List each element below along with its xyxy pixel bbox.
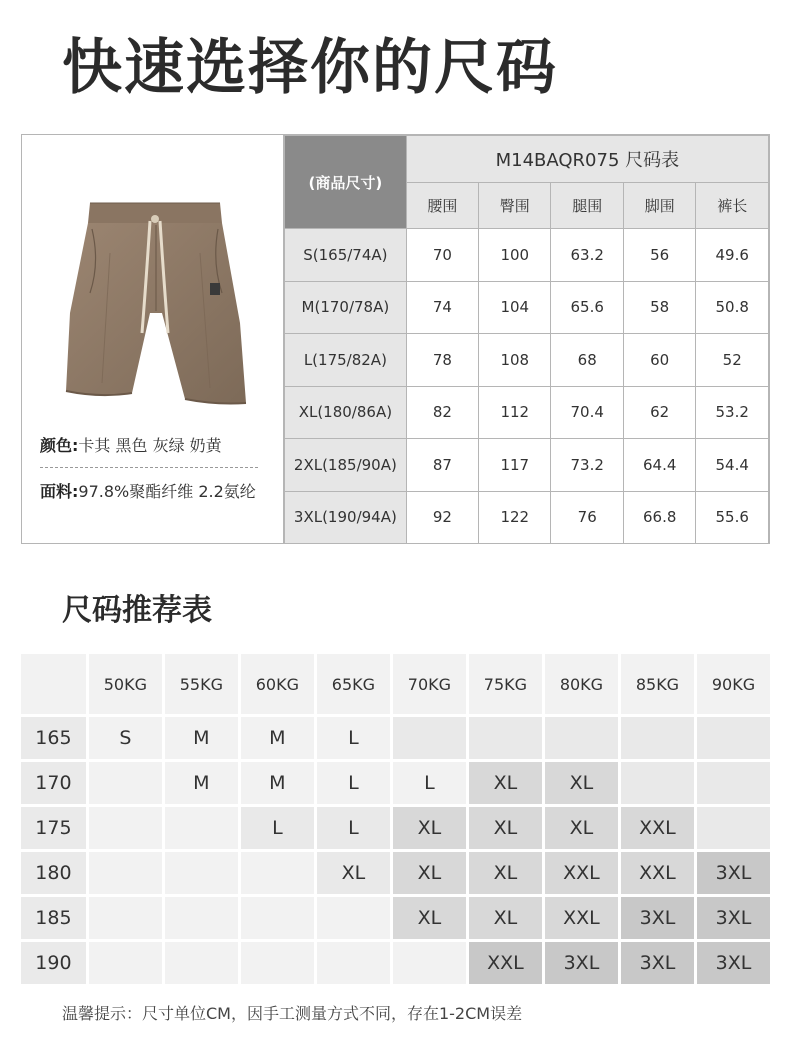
weight-header: 85KG [621,654,694,714]
height-row [21,807,770,852]
recommended-size-cell: XL [469,852,542,894]
recommended-size-cell: L [317,717,390,759]
height-label: 180 [21,852,86,894]
recommended-size-cell: XL [393,897,466,939]
height-row [21,897,770,942]
recommended-size-cell: L [317,807,390,849]
recommended-size-cell: XXL [469,942,542,984]
measurement-cell: 87 [406,439,478,492]
shorts-image [50,193,260,433]
recommended-size-cell [89,762,162,804]
measurement-note: 温馨提示：尺寸单位CM，因手工测量方式不同，存在1-2CM误差 [62,1004,523,1023]
material-label: 面料: [40,482,79,501]
measurement-cell: 78 [406,334,478,387]
table-row [285,334,769,387]
recommended-size-cell: XXL [545,897,618,939]
measurement-cell: 62 [623,386,695,439]
recommended-size-cell: S [89,717,162,759]
size-column-header: (商品尺寸) [285,136,407,229]
measurement-cell: 82 [406,386,478,439]
recommended-size-cell [165,897,238,939]
measurement-cell: 68 [551,334,623,387]
table-row [285,439,769,492]
column-header: 腰围 [406,183,478,229]
recommended-size-cell [89,807,162,849]
recommended-size-cell: XL [469,762,542,804]
column-header: 裤长 [696,183,769,229]
column-header: 臀围 [479,183,551,229]
measurement-cell: 52 [696,334,769,387]
measurement-cell: 70.4 [551,386,623,439]
color-spec [40,433,276,459]
recommended-size-cell: L [393,762,466,804]
measurement-cell: 108 [479,334,551,387]
recommended-size-cell: 3XL [545,942,618,984]
measurement-cell: 117 [479,439,551,492]
recommended-size-cell: L [317,762,390,804]
recommended-size-cell: XL [545,807,618,849]
recommended-size-cell [545,717,618,759]
recommended-size-cell: M [241,762,314,804]
measurement-cell: 50.8 [696,281,769,334]
table-row [285,386,769,439]
recommended-size-cell [241,897,314,939]
measurement-cell: 60 [623,334,695,387]
recommended-size-cell: XL [393,852,466,894]
height-label: 170 [21,762,86,804]
weight-header: 75KG [469,654,542,714]
color-label: 颜色: [40,436,79,455]
weight-header: 70KG [393,654,466,714]
height-row [21,942,770,987]
recommend-title: 尺码推荐表 [62,593,212,628]
recommended-size-cell: M [165,717,238,759]
measurement-cell: 92 [406,491,478,544]
recommended-size-cell: XXL [545,852,618,894]
height-row [21,762,770,807]
size-label: 3XL(190/94A) [285,491,407,544]
size-label: L(175/82A) [285,334,407,387]
column-header: 腿围 [551,183,623,229]
recommended-size-cell [89,897,162,939]
recommended-size-cell [393,942,466,984]
measurement-cell: 100 [479,229,551,282]
recommended-size-cell: XL [317,852,390,894]
recommended-size-cell: 3XL [697,852,770,894]
height-row [21,852,770,897]
corner-cell [21,654,86,714]
table-row [285,281,769,334]
recommended-size-cell [621,717,694,759]
measurement-cell: 63.2 [551,229,623,282]
size-label: XL(180/86A) [285,386,407,439]
measurement-cell: 112 [479,386,551,439]
recommended-size-cell [393,717,466,759]
measurement-cell: 74 [406,281,478,334]
recommend-grid [21,654,770,987]
recommended-size-cell: L [241,807,314,849]
table-row [285,229,769,282]
recommended-size-cell: XL [469,807,542,849]
weight-header: 80KG [545,654,618,714]
height-label: 175 [21,807,86,849]
recommended-size-cell [165,942,238,984]
recommended-size-cell [241,942,314,984]
material-spec [40,479,276,505]
measurement-cell: 55.6 [696,491,769,544]
recommended-size-cell [317,897,390,939]
measurement-cell: 65.6 [551,281,623,334]
size-label: M(170/78A) [285,281,407,334]
recommended-size-cell [89,852,162,894]
measurement-cell: 49.6 [696,229,769,282]
recommended-size-cell: XL [545,762,618,804]
recommended-size-cell [621,762,694,804]
recommended-size-cell [697,807,770,849]
recommended-size-cell: 3XL [697,897,770,939]
recommended-size-cell [697,762,770,804]
measurement-cell: 64.4 [623,439,695,492]
weight-header: 50KG [89,654,162,714]
recommended-size-cell [165,807,238,849]
height-label: 185 [21,897,86,939]
measurement-cell: 58 [623,281,695,334]
recommended-size-cell [165,852,238,894]
recommended-size-cell: XXL [621,852,694,894]
size-table [284,135,769,544]
measurement-cell: 56 [623,229,695,282]
height-label: 165 [21,717,86,759]
recommended-size-cell [317,942,390,984]
height-row [21,717,770,762]
recommended-size-cell [241,852,314,894]
weight-header-row [21,654,770,717]
height-label: 190 [21,942,86,984]
page-title: 快速选择你的尺码 [62,33,558,103]
recommended-size-cell: XXL [621,807,694,849]
material-value: 97.8%聚酯纤维 2.2氨纶 [78,482,256,501]
recommended-size-cell: M [241,717,314,759]
measurement-cell: 76 [551,491,623,544]
weight-header: 65KG [317,654,390,714]
size-label: 2XL(185/90A) [285,439,407,492]
recommended-size-cell [89,942,162,984]
size-label: S(165/74A) [285,229,407,282]
measurement-cell: 104 [479,281,551,334]
weight-header: 55KG [165,654,238,714]
recommended-size-cell: M [165,762,238,804]
measurement-cell: 54.4 [696,439,769,492]
recommended-size-cell: 3XL [621,942,694,984]
measurement-cell: 122 [479,491,551,544]
measurement-cell: 53.2 [696,386,769,439]
size-table-body [285,229,769,544]
recommended-size-cell: 3XL [621,897,694,939]
product-panel [22,135,284,543]
size-chart-block [21,134,770,544]
measurement-cell: 66.8 [623,491,695,544]
recommended-size-cell [469,717,542,759]
color-value: 卡其 黑色 灰绿 奶黄 [78,436,222,455]
table-row [285,491,769,544]
column-header: 脚围 [623,183,695,229]
recommended-size-cell: XL [469,897,542,939]
spec-divider [40,467,258,468]
measurement-cell: 70 [406,229,478,282]
size-table-title: M14BAQR075 尺码表 [406,136,768,183]
measurement-cell: 73.2 [551,439,623,492]
weight-header: 60KG [241,654,314,714]
weight-header: 90KG [697,654,770,714]
recommended-size-cell: 3XL [697,942,770,984]
recommended-size-cell [697,717,770,759]
recommended-size-cell: XL [393,807,466,849]
